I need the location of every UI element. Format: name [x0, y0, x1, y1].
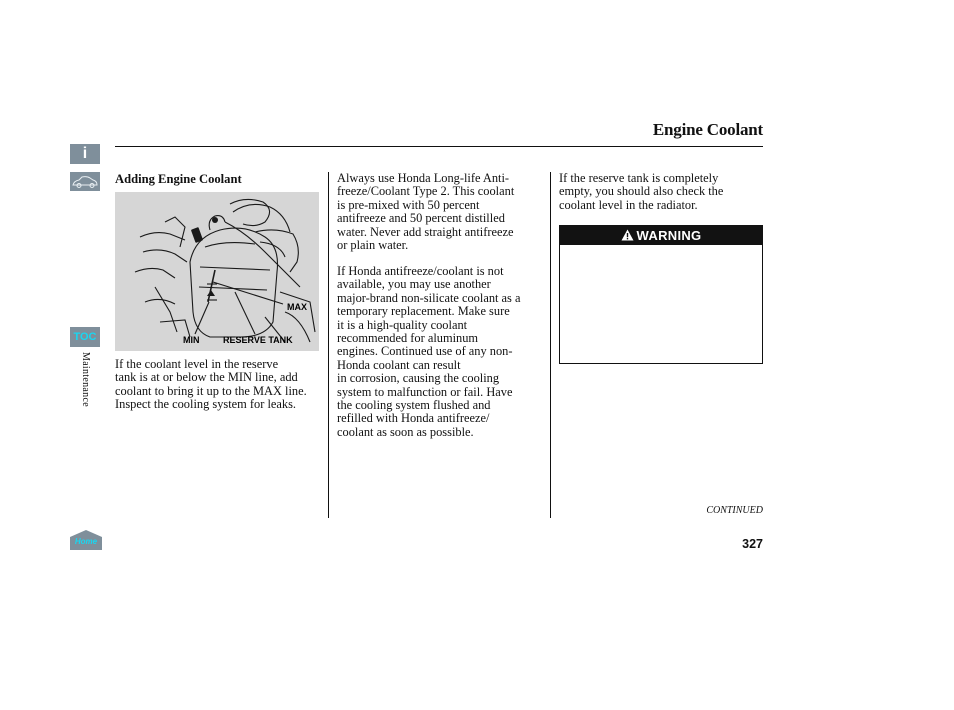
warning-banner — [559, 225, 763, 245]
warning-icon — [621, 229, 634, 241]
text-line: the cooling system flushed and — [337, 398, 491, 413]
warning-label: WARNING — [636, 227, 702, 243]
home-icon — [70, 529, 102, 550]
reserve-tank-label: RESERVE TANK — [223, 335, 293, 345]
text-line: major-brand non-silicate coolant as a — [337, 290, 521, 305]
home-button[interactable] — [70, 529, 102, 550]
text-line: If the reserve tank is completely — [559, 171, 719, 185]
text-line: coolant to bring it up to the MAX line. — [115, 383, 307, 398]
page-title: Engine Coolant — [652, 120, 763, 139]
text-line: recommended for aluminum — [337, 331, 479, 346]
text-line: freeze/Coolant Type 2. This coolant — [337, 184, 515, 199]
text-line: coolant level in the radiator. — [559, 197, 698, 212]
column1-body — [115, 358, 327, 412]
text-line: If Honda antifreeze/coolant is not — [337, 264, 504, 278]
column-divider-2 — [550, 172, 551, 518]
column3-para1 — [559, 172, 763, 212]
text-line: temporary replacement. Make sure — [337, 304, 510, 319]
max-label: MAX — [287, 302, 307, 312]
text-line: antifreeze and 50 percent distilled — [337, 211, 505, 226]
toc-button[interactable] — [70, 327, 100, 347]
info-button[interactable] — [70, 144, 100, 164]
text-line: If the coolant level in the reserve — [115, 357, 279, 371]
engine-illustration — [115, 192, 319, 351]
min-label: MIN — [183, 335, 200, 345]
text-line: water. Never add straight antifreeze — [337, 224, 514, 239]
text-line: in corrosion, causing the cooling — [337, 371, 500, 386]
text-line: or plain water. — [337, 238, 409, 253]
text-line: empty, you should also check the — [559, 184, 724, 199]
text-line: Always use Honda Long-life Anti- — [337, 171, 510, 185]
page-number: 327 — [742, 537, 763, 551]
toc-label: TOC — [73, 331, 97, 343]
text-line: Honda coolant can result — [337, 357, 461, 372]
text-line: it is a high-quality coolant — [337, 317, 468, 332]
warning-box — [559, 245, 763, 364]
title-rule — [115, 146, 763, 147]
vehicle-button[interactable] — [70, 172, 100, 191]
car-icon — [71, 175, 99, 189]
home-label: Home — [74, 537, 98, 546]
column2-para2 — [337, 265, 547, 439]
text-line: Inspect the cooling system for leaks. — [115, 397, 296, 412]
section-label: Maintenance — [80, 352, 91, 407]
text-line: is pre-mixed with 50 percent — [337, 197, 480, 212]
info-icon: i — [82, 145, 88, 162]
continued-label: CONTINUED — [706, 505, 763, 516]
text-line: available, you may use another — [337, 277, 491, 292]
section-heading: Adding Engine Coolant — [115, 172, 242, 186]
text-line: system to malfunction or fail. Have — [337, 384, 513, 399]
text-line: tank is at or below the MIN line, add — [115, 370, 298, 385]
reserve-tank-figure — [115, 192, 319, 351]
column-divider-1 — [328, 172, 329, 518]
text-line: engines. Continued use of any non- — [337, 344, 513, 359]
text-line: coolant as soon as possible. — [337, 424, 474, 439]
text-line: refilled with Honda antifreeze/ — [337, 411, 490, 426]
column2-para1 — [337, 172, 547, 252]
